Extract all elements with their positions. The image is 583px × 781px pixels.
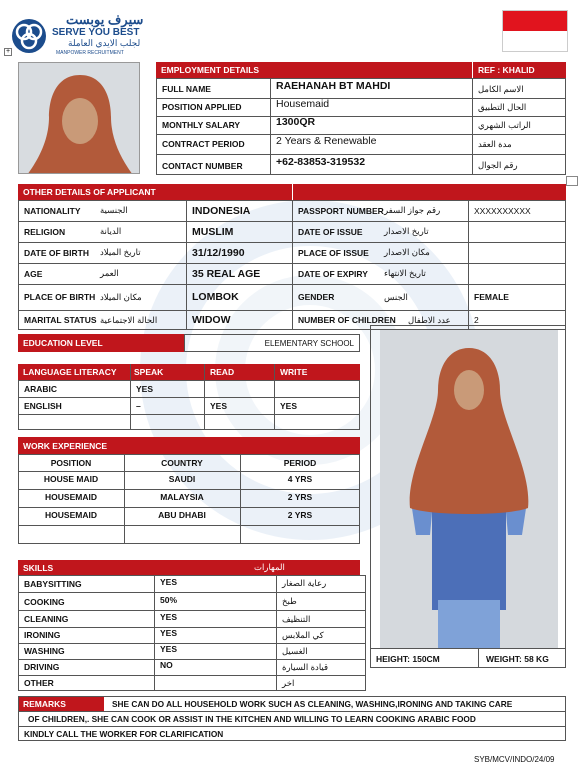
emp-ar-salary: الراتب الشهري xyxy=(478,119,531,130)
pob-label: PLACE OF BIRTH xyxy=(24,292,96,302)
emp-ar-contact: رقم الجوال xyxy=(478,160,518,170)
pob-ar: مكان الميلاد xyxy=(100,291,142,302)
remarks-line-2: OF CHILDREN,. SHE CAN COOK OR ASSIST IN THE KITCHEN AND WILLING TO LEARN COOKING ARABIC FOOD xyxy=(28,713,476,724)
nationality-value: INDONESIA xyxy=(192,204,251,217)
expiry-ar: تاريخ الانتهاء xyxy=(384,268,426,278)
gender-ar: الجنس xyxy=(384,291,408,302)
skill-ironing-ar: كي الملابس xyxy=(282,629,324,640)
company-logo xyxy=(8,10,158,60)
emp-value-contract: 2 Years & Renewable xyxy=(276,135,377,147)
pob-value: LOMBOK xyxy=(192,291,239,303)
lang-english-speak: – xyxy=(136,400,141,411)
emp-ar-position: الحال التطبيق xyxy=(478,101,527,112)
emp-ar-full-name: الاسم الكامل xyxy=(478,83,524,94)
ref-header xyxy=(472,62,566,78)
logo-name: SERVE YOU BEST xyxy=(52,27,140,38)
marital-ar: الحالة الاجتماعية xyxy=(100,314,158,325)
skills-title: SKILLS xyxy=(23,562,54,573)
work-row-3-period: 2 YRS xyxy=(287,510,313,520)
work-row-2-period: 2 YRS xyxy=(287,492,313,502)
passport-label: PASSPORT NUMBER xyxy=(298,205,384,216)
dob-ar: تاريخ الميلاد xyxy=(100,247,141,257)
dob-value: 31/12/1990 xyxy=(192,246,245,259)
lang-arabic-write xyxy=(276,380,284,397)
skill-washing: WASHING xyxy=(24,646,65,656)
age-label: AGE xyxy=(24,268,43,279)
skill-other-value xyxy=(156,675,164,691)
lang-arabic-read xyxy=(206,380,214,397)
logo-arabic: سيرف يوبست xyxy=(66,12,144,27)
skill-driving: DRIVING xyxy=(24,662,60,672)
issue-date-value xyxy=(470,221,478,242)
other-details-header-right xyxy=(292,184,566,200)
document-code: SYB/MCV/INDO/24/09 xyxy=(474,754,555,764)
issue-date-label: DATE OF ISSUE xyxy=(298,226,363,237)
skill-ironing: IRONING xyxy=(24,630,61,640)
work-header-position: POSITION xyxy=(50,458,92,468)
children-label: NUMBER OF CHILDREN xyxy=(298,315,396,325)
skill-other-ar: اخر xyxy=(282,677,295,688)
emp-ar-contract: مدة العقد xyxy=(478,138,512,149)
skill-cooking-ar: طبخ xyxy=(282,596,297,606)
religion-ar: الديانة xyxy=(100,226,122,236)
skill-driving-ar: قيادة السيارة xyxy=(282,661,329,672)
emp-value-position: Housemaid xyxy=(276,98,330,110)
lang-english-write: YES xyxy=(280,400,298,411)
emp-label-contract: CONTRACT PERIOD xyxy=(162,139,245,149)
skill-ironing-value: YES xyxy=(160,628,178,638)
logo-mark-icon xyxy=(10,17,48,55)
logo-tagline: MANPOWER RECRUITMENT xyxy=(56,50,124,56)
lang-english-read: YES xyxy=(210,400,228,411)
emp-label-full-name: FULL NAME xyxy=(162,84,211,94)
work-row-1-position: HOUSE MAID xyxy=(43,474,99,484)
skill-washing-value: YES xyxy=(160,644,178,654)
issue-place-ar: مكان الاصدار xyxy=(384,247,430,257)
employment-details-header xyxy=(156,62,472,78)
other-title: OTHER DETAILS OF APPLICANT xyxy=(23,187,156,197)
age-value: 35 REAL AGE xyxy=(192,267,261,280)
language-header xyxy=(18,364,360,380)
expiry-label: DATE OF EXPIRY xyxy=(298,268,368,279)
emp-value-full-name: RAEHANAH BT MAHDI xyxy=(276,80,391,92)
issue-place-label: PLACE OF ISSUE xyxy=(298,247,369,258)
skill-driving-value: NO xyxy=(160,660,173,670)
marital-label: MARITAL STATUS xyxy=(24,315,97,325)
work-experience-header xyxy=(18,437,360,454)
age-ar: العمر xyxy=(100,268,119,278)
weight-label: WEIGHT: 58 KG xyxy=(486,653,549,664)
other-details-header xyxy=(18,184,292,200)
expiry-value xyxy=(470,263,478,284)
remarks-line-3: KINDLY CALL THE WORKER FOR CLARIFICATION xyxy=(24,728,224,739)
ref-value: REF : KHALID xyxy=(478,65,535,75)
work-row-3-country: ABU DHABI xyxy=(158,510,206,520)
issue-date-ar: تاريخ الاصدار xyxy=(384,226,429,236)
work-title: WORK EXPERIENCE xyxy=(23,440,108,451)
work-row-2-country: MALAYSIA xyxy=(160,492,204,502)
religion-label: RELIGION xyxy=(24,226,66,237)
skill-babysitting: BABYSITTING xyxy=(24,578,82,589)
work-header-period: PERIOD xyxy=(283,458,317,468)
remarks-line-1: SHE CAN DO ALL HOUSEHOLD WORK SUCH AS CLEANING, WASHING,IRONING AND TAKING CARE xyxy=(112,698,513,709)
skill-babysitting-value: YES xyxy=(160,576,178,587)
emp-label-position: POSITION APPLIED xyxy=(162,102,242,112)
emp-value-contact: +62-83853-319532 xyxy=(276,155,366,168)
work-row-3-position: HOUSEMAID xyxy=(45,510,97,520)
nationality-ar: الجنسية xyxy=(100,205,128,215)
lang-header-speak: SPEAK xyxy=(134,367,164,377)
skill-cleaning-value: YES xyxy=(160,612,178,622)
emp-label-contact: CONTACT NUMBER xyxy=(162,160,243,171)
applicant-full-body-photo xyxy=(380,330,558,648)
children-value: 2 xyxy=(474,315,479,325)
skill-cooking-value: 50% xyxy=(160,594,178,605)
language-table xyxy=(18,380,360,430)
work-row-1-country: SAUDI xyxy=(168,474,196,484)
applicant-portrait-photo xyxy=(18,62,140,174)
skill-washing-ar: الغسيل xyxy=(282,645,308,656)
marital-value: WIDOW xyxy=(192,314,231,326)
education-title: EDUCATION LEVEL xyxy=(23,338,103,348)
emp-value-salary: 1300QR xyxy=(276,116,316,128)
children-ar: عدد الاطفال xyxy=(408,314,451,325)
skill-babysitting-ar: رعاية الصغار xyxy=(282,578,327,588)
logo-arabic-sub: لجلب الايدي العاملة xyxy=(68,38,141,48)
skills-title-ar: المهارات xyxy=(254,562,285,572)
skill-cleaning: CLEANING xyxy=(24,614,69,624)
lang-english: ENGLISH xyxy=(24,400,62,411)
lang-arabic: ARABIC xyxy=(24,383,58,394)
emp-label-salary: MONTHLY SALARY xyxy=(162,120,241,130)
lang-arabic-speak: YES xyxy=(136,383,154,394)
indonesia-flag xyxy=(502,10,568,52)
dob-label: DATE OF BIRTH xyxy=(24,247,90,258)
nationality-label: NATIONALITY xyxy=(24,205,81,216)
lang-header-write: WRITE xyxy=(280,367,308,377)
issue-place-value xyxy=(470,242,478,263)
height-label: HEIGHT: 150CM xyxy=(376,653,440,664)
remarks-title: REMARKS xyxy=(23,698,66,709)
skill-cleaning-ar: التنظيف xyxy=(282,613,311,624)
move-handle-icon[interactable]: + xyxy=(5,48,11,55)
education-header xyxy=(18,334,184,352)
gender-label: GENDER xyxy=(298,292,335,302)
passport-value: XXXXXXXXXX xyxy=(474,205,531,216)
skill-other: OTHER xyxy=(24,678,54,688)
skill-cooking: COOKING xyxy=(24,596,65,607)
work-header-country: COUNTRY xyxy=(161,458,203,468)
gender-value: FEMALE xyxy=(474,292,509,302)
education-value: ELEMENTARY SCHOOL xyxy=(264,338,354,348)
employment-title: EMPLOYMENT DETAILS xyxy=(161,65,260,75)
religion-value: MUSLIM xyxy=(192,225,234,238)
lang-header-read: READ xyxy=(210,367,235,377)
side-checkbox[interactable] xyxy=(566,176,578,186)
passport-ar: رقم جواز السفر xyxy=(384,205,441,215)
lang-header-literacy: LANGUAGE LITERACY xyxy=(23,367,117,377)
work-row-1-period: 4 YRS xyxy=(287,474,313,484)
work-row-2-position: HOUSEMAID xyxy=(45,492,97,502)
